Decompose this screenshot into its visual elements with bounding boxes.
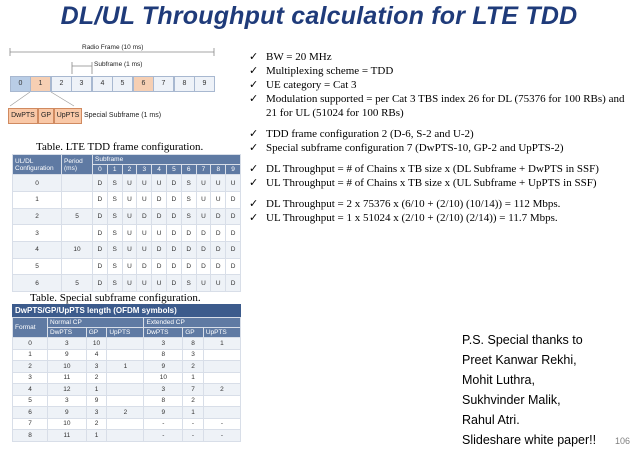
t1-subframe-num: 3	[137, 165, 152, 175]
t1-subframe-cell: U	[152, 175, 167, 192]
t1-subframe-cell: U	[211, 275, 226, 292]
t1-period-cell	[62, 175, 93, 192]
t1-period-cell	[62, 258, 93, 275]
special-subframe-label: Special Subframe (1 ms)	[84, 112, 162, 119]
t2-cell: 8	[144, 395, 183, 407]
check-icon: ✓	[249, 198, 259, 210]
t1-subframe-cell: U	[226, 175, 241, 192]
t1-subframe-cell: D	[211, 242, 226, 259]
t1-subframe-cell: D	[93, 258, 108, 275]
t1-subframe-cell: D	[166, 275, 181, 292]
subframe-4: 4	[92, 76, 113, 92]
t1-col-config: UL/DL Configuration	[13, 155, 62, 175]
t2-cell: 9	[48, 349, 87, 361]
t2-n-dwpts: DwPTS	[48, 328, 87, 338]
t2-cell: 3	[86, 407, 107, 419]
t1-subframe-cell: D	[166, 258, 181, 275]
t1-subframe-cell: D	[196, 258, 211, 275]
t1-subframe-cell: D	[93, 275, 108, 292]
t1-subframe-num: 4	[152, 165, 167, 175]
t2-cell: 4	[86, 349, 107, 361]
t1-subframe-cell: D	[152, 242, 167, 259]
t1-subframe-cell: D	[226, 258, 241, 275]
t2-cell: 3	[48, 395, 87, 407]
check-icon: ✓	[249, 177, 259, 189]
table-row	[13, 395, 241, 407]
table-row	[13, 258, 241, 275]
bullet-item: ✓ BW = 20 MHz	[249, 51, 332, 63]
t1-subframe-cell: U	[137, 192, 152, 209]
t2-cell: 2	[86, 372, 107, 384]
t2-cell: 10	[48, 361, 87, 373]
t2-cell	[203, 372, 240, 384]
page-number: 106	[614, 436, 630, 446]
bullet-item: ✓ DL Throughput = # of Chains x TB size x (DL Subframe + DwPTS in SSF)	[249, 163, 599, 175]
check-icon: ✓	[249, 163, 259, 175]
t1-subframe-cell: D	[93, 192, 108, 209]
check-icon: ✓	[249, 65, 259, 77]
t2-cell: 3	[13, 372, 48, 384]
t1-subframe-cell: D	[93, 242, 108, 259]
t2-cell: -	[144, 418, 183, 430]
t1-subframe-cell: U	[122, 225, 137, 242]
t1-subframe-cell: D	[166, 242, 181, 259]
table-row	[13, 384, 241, 396]
table-row	[13, 338, 241, 350]
table-row	[13, 361, 241, 373]
t1-subframe-cell: D	[93, 208, 108, 225]
t1-subframe-cell: S	[181, 275, 196, 292]
bullet-item: ✓ UL Throughput = 1 x 51024 x (2/10 + (2/10) (2/14)) = 11.7 Mbps.	[249, 212, 558, 224]
t1-subframe-cell: U	[122, 175, 137, 192]
t2-cell: 2	[203, 384, 240, 396]
t1-subframe-cell: D	[93, 175, 108, 192]
t1-subframe-cell: D	[166, 175, 181, 192]
t1-period-cell: 5	[62, 275, 93, 292]
t1-subframe-cell: D	[152, 258, 167, 275]
table-row	[13, 208, 241, 225]
t2-cell: 12	[48, 384, 87, 396]
radio-frame-diagram	[4, 42, 226, 132]
t1-subframe-cell: D	[181, 258, 196, 275]
t1-subframe-cell: S	[107, 208, 122, 225]
t1-subframe-cell: U	[196, 275, 211, 292]
t1-subframe-cell: D	[196, 242, 211, 259]
t1-subframe-cell: D	[226, 275, 241, 292]
t1-subframe-cell: S	[107, 225, 122, 242]
t1-subframe-cell: U	[137, 225, 152, 242]
t1-subframe-cell: U	[196, 175, 211, 192]
t1-subframe-cell: D	[181, 242, 196, 259]
t1-subframe-cell: S	[181, 175, 196, 192]
t1-config-cell: 0	[13, 175, 62, 192]
t1-config-cell: 5	[13, 258, 62, 275]
t2-cell: 2	[86, 418, 107, 430]
t2-cell	[107, 349, 144, 361]
table-row	[13, 175, 241, 192]
t1-subframe-num: 9	[226, 165, 241, 175]
t1-period-cell: 10	[62, 242, 93, 259]
t2-cell: 7	[183, 384, 204, 396]
t2-cell: 3	[86, 361, 107, 373]
t1-subframe-cell: D	[166, 208, 181, 225]
t1-subframe-cell: D	[137, 258, 152, 275]
t1-config-cell: 3	[13, 225, 62, 242]
t1-subframe-num: 7	[196, 165, 211, 175]
t1-subframe-cell: U	[137, 175, 152, 192]
table-row	[13, 372, 241, 384]
bullet-item: ✓ Multiplexing scheme = TDD	[249, 65, 394, 77]
bullet-item: ✓ Special subframe configuration 7 (DwPTS-10, GP-2 and UpPTS-2)	[249, 142, 564, 154]
t2-cell: 8	[183, 338, 204, 350]
t1-subframe-cell: S	[181, 192, 196, 209]
t2-grid	[12, 317, 241, 442]
t1-period-cell	[62, 225, 93, 242]
t1-subframe-cell: S	[107, 275, 122, 292]
t2-n-gp: GP	[86, 328, 107, 338]
check-icon: ✓	[249, 93, 259, 105]
t2-extended-cp: Extended CP	[144, 318, 241, 328]
t2-cell: 1	[107, 361, 144, 373]
table-row	[13, 225, 241, 242]
t2-cell: 1	[86, 384, 107, 396]
t2-e-dwpts: DwPTS	[144, 328, 183, 338]
t1-subframe-num: 8	[211, 165, 226, 175]
subframe-8: 8	[174, 76, 195, 92]
t2-cell: 9	[86, 395, 107, 407]
t2-normal-cp: Normal CP	[48, 318, 144, 328]
t1-subframe-cell: D	[226, 225, 241, 242]
t2-cell	[107, 384, 144, 396]
t1-config-cell: 6	[13, 275, 62, 292]
t1-subframe-cell: U	[152, 225, 167, 242]
t1-subframe-cell: U	[122, 208, 137, 225]
check-icon: ✓	[249, 51, 259, 63]
t2-cell: 2	[107, 407, 144, 419]
t2-cell	[107, 418, 144, 430]
t1-subframe-num: 2	[122, 165, 137, 175]
t2-cell: 3	[183, 349, 204, 361]
t2-cell: 4	[13, 384, 48, 396]
bullet-item: ✓ TDD frame configuration 2 (D-6, S-2 and U-2)	[249, 128, 474, 140]
t2-header: DwPTS/GP/UpPTS length (OFDM symbols)	[12, 304, 241, 317]
slide-title: DL/UL Throughput calculation for LTE TDD	[60, 2, 578, 30]
bullet-item: ✓ DL Throughput = 2 x 75376 x (6/10 + (2/10) (10/14)) = 112 Mbps.	[249, 198, 561, 210]
t2-cell: 0	[13, 338, 48, 350]
t2-cell: 1	[13, 349, 48, 361]
table-row	[13, 242, 241, 259]
t1-subframe-cell: D	[226, 192, 241, 209]
table-row	[13, 275, 241, 292]
special-subframe-table	[12, 304, 241, 442]
uppts-cell: UpPTS	[54, 108, 82, 124]
subframe-2: 2	[51, 76, 72, 92]
t2-cell	[203, 395, 240, 407]
t1-subframe-cell: U	[196, 192, 211, 209]
t1-subframe-cell: U	[122, 275, 137, 292]
check-icon: ✓	[249, 128, 259, 140]
t2-cell	[107, 338, 144, 350]
bullet-item: ✓ UE category = Cat 3	[249, 79, 357, 91]
t2-cell: -	[183, 418, 204, 430]
t1-subframe-cell: U	[152, 275, 167, 292]
t2-cell: 2	[183, 361, 204, 373]
t2-cell: 1	[203, 338, 240, 350]
t1-subframe-cell: U	[196, 208, 211, 225]
t2-e-uppts: UpPTS	[203, 328, 240, 338]
t2-cell	[203, 361, 240, 373]
t1-subframe-cell: D	[211, 225, 226, 242]
table-row	[13, 349, 241, 361]
check-icon: ✓	[249, 79, 259, 91]
table2-caption: Table. Special subframe configuration.	[30, 292, 201, 304]
t2-cell: 9	[144, 407, 183, 419]
radio-frame-label: Radio Frame (10 ms)	[82, 44, 144, 51]
bullet-list	[249, 50, 635, 225]
table-row	[13, 192, 241, 209]
bullet-item: ✓ UL Throughput = # of Chains x TB size x (UL Subframe + UpPTS in SSF)	[249, 177, 597, 189]
t1-period-cell: 5	[62, 208, 93, 225]
t1-subframe-cell: U	[211, 192, 226, 209]
t2-cell: -	[203, 430, 240, 442]
table-row	[13, 430, 241, 442]
t1-subframe-cell: D	[93, 225, 108, 242]
t2-cell: -	[183, 430, 204, 442]
t1-subframe-cell: D	[166, 192, 181, 209]
t1-subframe-cell: U	[122, 192, 137, 209]
tdd-frame-config-table	[12, 154, 241, 292]
t2-cell: 1	[183, 372, 204, 384]
t1-subframe-cell: U	[122, 242, 137, 259]
t1-subframe-cell: D	[226, 242, 241, 259]
t1-config-cell: 2	[13, 208, 62, 225]
subframe-1: 1	[30, 76, 51, 92]
t1-subframe-num: 1	[107, 165, 122, 175]
t1-subframe-cell: U	[137, 275, 152, 292]
t2-cell: 5	[13, 395, 48, 407]
t2-cell: -	[144, 430, 183, 442]
check-icon: ✓	[249, 142, 259, 154]
subframe-3: 3	[71, 76, 92, 92]
t2-e-gp: GP	[183, 328, 204, 338]
subframe-6: 6	[133, 76, 154, 92]
t1-subframe-cell: S	[107, 192, 122, 209]
t2-cell: 3	[48, 338, 87, 350]
t2-cell	[107, 430, 144, 442]
t2-cell: 10	[86, 338, 107, 350]
t2-cell: 1	[86, 430, 107, 442]
t1-subframe-cell: D	[137, 208, 152, 225]
t2-cell: 3	[144, 338, 183, 350]
subframe-7: 7	[153, 76, 174, 92]
t2-cell	[203, 349, 240, 361]
t1-subframe-cell: U	[211, 175, 226, 192]
t1-subframe-cell: S	[107, 258, 122, 275]
t1-subframe-cell: D	[166, 225, 181, 242]
t2-n-uppts: UpPTS	[107, 328, 144, 338]
t1-subframe-cell: D	[152, 192, 167, 209]
t1-subframe-num: 5	[166, 165, 181, 175]
table-row	[13, 418, 241, 430]
t2-cell: 2	[183, 395, 204, 407]
thanks-note: P.S. Special thanks to Preet Kanwar Rekhi, Mohit Luthra, Sukhvinder Malik, Rahul Atri. Slideshare white paper!!	[462, 333, 597, 447]
t2-cell: 9	[144, 361, 183, 373]
t1-subframe-cell: S	[181, 208, 196, 225]
t1-subframe-cell: D	[226, 208, 241, 225]
check-icon: ✓	[249, 212, 259, 224]
subframe-5: 5	[112, 76, 133, 92]
dwpts-cell: DwPTS	[8, 108, 38, 124]
t2-cell: 10	[48, 418, 87, 430]
t2-cell: 9	[48, 407, 87, 419]
t2-cell: 1	[183, 407, 204, 419]
t1-subframe-cell: D	[211, 208, 226, 225]
gp-cell: GP	[38, 108, 54, 124]
t1-subframe-cell: S	[107, 175, 122, 192]
t2-cell: 8	[144, 349, 183, 361]
subframe-9: 9	[194, 76, 215, 92]
t1-subframe-cell: U	[122, 258, 137, 275]
t2-cell	[107, 372, 144, 384]
t2-cell: 3	[144, 384, 183, 396]
t2-cell: 6	[13, 407, 48, 419]
t1-subframe-num: 0	[93, 165, 108, 175]
t1-subframe-cell: D	[181, 225, 196, 242]
t2-cell: 8	[13, 430, 48, 442]
t2-cell: 10	[144, 372, 183, 384]
t2-cell: -	[203, 418, 240, 430]
t2-cell: 2	[13, 361, 48, 373]
t2-cell: 11	[48, 430, 87, 442]
t1-period-cell	[62, 192, 93, 209]
t2-cell: 7	[13, 418, 48, 430]
bullet-item: ✓ Modulation supported = per Cat 3 TBS index 26 for DL (75376 for 100 RBs) and 21 for UL (51024 for 100 RBs)	[249, 93, 625, 119]
t1-subframe-cell: D	[196, 225, 211, 242]
t1-subframe-cell: U	[137, 242, 152, 259]
t2-cell	[203, 407, 240, 419]
table-row	[13, 407, 241, 419]
t1-subframe-cell: D	[211, 258, 226, 275]
subframe-label: Subframe (1 ms)	[94, 61, 143, 68]
t1-col-period: Period (ms)	[62, 155, 93, 175]
t2-col-format: Format	[13, 318, 48, 338]
t1-subframe-cell: S	[107, 242, 122, 259]
table1-caption: Table. LTE TDD frame configuration.	[36, 141, 204, 153]
t1-col-subframe: Subframe	[93, 155, 241, 165]
t1-subframe-num: 6	[181, 165, 196, 175]
t2-cell	[107, 395, 144, 407]
t1-config-cell: 4	[13, 242, 62, 259]
t2-cell: 11	[48, 372, 87, 384]
t1-config-cell: 1	[13, 192, 62, 209]
t1-subframe-cell: D	[152, 208, 167, 225]
subframe-0: 0	[10, 76, 31, 92]
